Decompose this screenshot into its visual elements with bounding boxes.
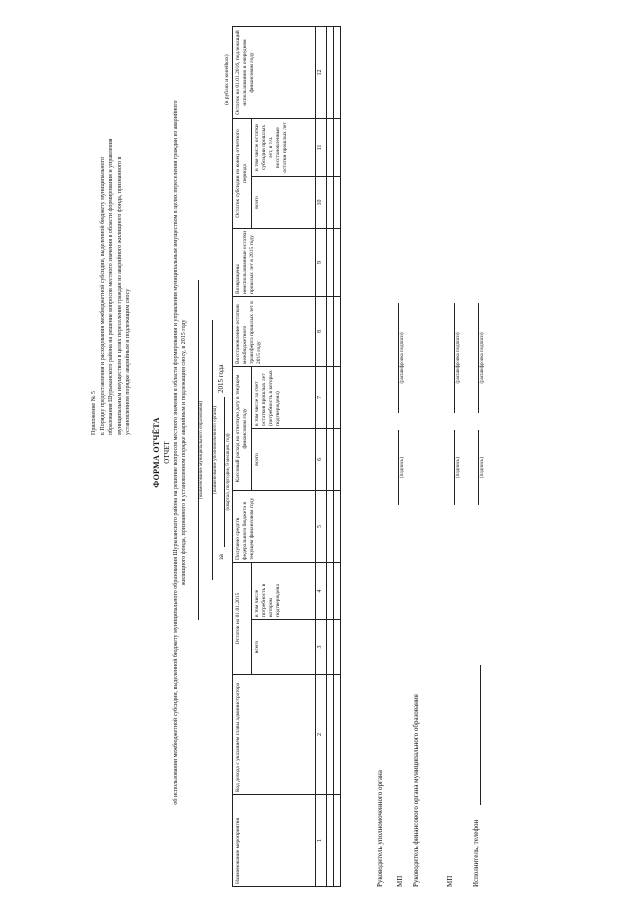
finance-label: Руководитель финансового органа муниципального образования [412,694,420,887]
col-num: 12 [316,26,327,118]
header-c34: Остаток на 01.01.2015 [233,562,252,674]
header-c1: Наименование мероприятия [233,795,316,887]
executor-label: Исполнитель, телефон [472,819,480,887]
executor-line [480,665,481,805]
head-decode-caption: (расшифровка подписи) [400,332,405,384]
head-sign-line [398,430,399,505]
col-num: 4 [316,562,327,619]
header-c9: Возвращены неиспользованные остатки прошлых лет в 2015 году [233,228,316,296]
col-num: 11 [316,118,327,176]
header-c1011: Остаток субсидии на конец отчетного периода [233,118,252,228]
table-row [334,26,341,886]
finance-sign-caption: (подпись) [456,457,461,478]
finance-decode-line [454,303,455,413]
municipality-caption: (наименование муниципального образования) [199,400,204,500]
col-num: 9 [316,228,327,296]
col-num: 10 [316,176,327,228]
period-caption: (квартал, полугодие, 9 месяцев, год) [226,433,231,511]
sub-c4: в том числе потребность в котором подтверждена [252,562,316,619]
col-num: 3 [316,620,327,675]
units-note: (в рублях и копейках) [224,54,230,105]
header-c5: Получено средств федерального бюджета в текущем финансовом году [233,490,316,562]
sub-c3: всего [252,620,316,675]
column-numbers-row [316,26,327,886]
executor-decode-line [478,303,479,413]
sub-c7: в том числе за счет остатков прошлых лет (потребность в которых подтверждена) [252,366,316,428]
period-year: 2015 года [217,364,225,393]
executor-sign-line [478,430,479,505]
table-row [327,26,334,886]
annex-label: Приложение № 5 [91,391,97,435]
period-line [224,397,225,547]
col-num: 2 [316,675,327,795]
head-decode-line [398,303,399,413]
sub-c6: всего [252,428,316,490]
report-title: ОТЧЕТ [163,441,171,464]
head-label: Руководитель уполномоченного органа [376,770,384,887]
finance-sign-line [454,430,455,505]
head-sign-caption: (подпись) [400,457,405,478]
mp-1: МП [396,875,404,887]
executor-sign-caption: (подпись) [480,457,485,478]
col-num: 6 [316,428,327,490]
header-c8: Восстановление остатков межбюджетного трансферта прошлых лет в 2015 году [233,296,316,366]
form-label: ФОРМА ОТЧЁТА [152,417,161,488]
annex-block [90,135,133,435]
executor-decode-caption: (расшифровка подписи) [480,332,485,384]
report-table [232,26,341,887]
period-prefix: за [217,554,225,560]
header-row [233,26,252,886]
finance-decode-caption: (расшифровка подписи) [456,332,461,384]
header-c2: Код дохода с указанием главы администратора [233,675,316,795]
report-subtitle: об использовании межбюджетной субсидии, выделенной бюджету муниципального образования Шурыканского района на решение вопросов местного значения в области формирования и управления муниципальным имуществом в целях переселения граждан из аварийного жилищного фонда, признанного в установленном порядке аварийным и подлежащим сносу, в 2015 году [173,100,187,805]
authority-caption: (наименование уполномоченного органа) [213,406,218,494]
col-num: 7 [316,366,327,428]
col-num: 5 [316,490,327,562]
sub-c11: в том числе остатки субсидии прошлых лет, в т.ч. восстановленные остатки прошлых лет [252,118,316,176]
sub-c10: всего [252,176,316,228]
annex-text: к Порядку предоставления и расходования межбюджетной субсидии, выделенной бюджету муниципального образования Шурыканского района на решение вопросов местного значения в области формирования и управления муниципальным имуществом в целях переселения граждан из аварийного жилищного фонда, признанного в установленном порядке аварийным и подлежащим сносу [99,138,131,435]
col-num: 1 [316,795,327,887]
header-c67: Кассовый расход на отчетную дату в текущем финансовом году [233,366,252,490]
col-num: 8 [316,296,327,366]
mp-2: МП [446,875,454,887]
header-c12: Остаток на 01.01.2016, подлежащий использованию в очередном финансовом году [233,26,316,118]
